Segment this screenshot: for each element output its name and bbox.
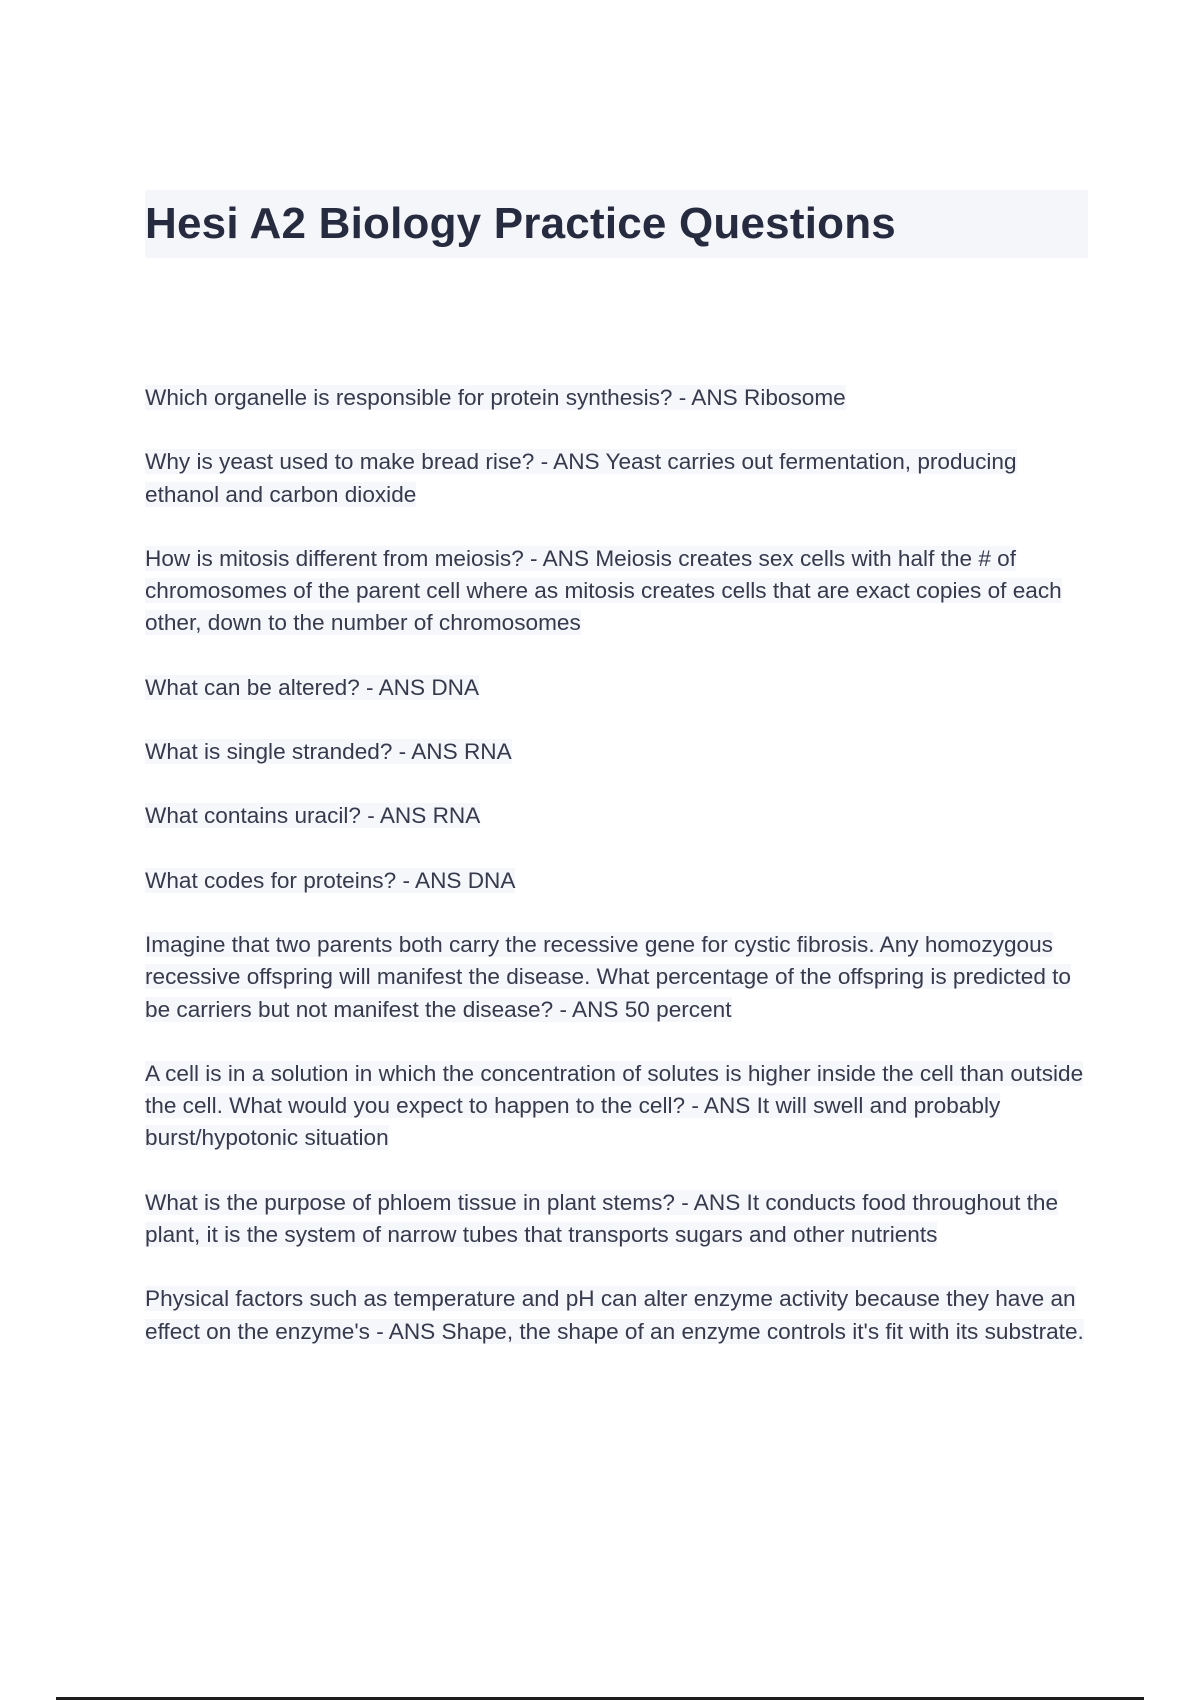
qa-item [145, 1283, 1095, 1348]
qa-item [145, 672, 1095, 704]
qa-item [145, 382, 1095, 414]
qa-text: What contains uracil? - ANS RNA [145, 803, 481, 829]
qa-text: What can be altered? - ANS DNA [145, 674, 480, 700]
qa-item [145, 543, 1095, 640]
qa-item [145, 929, 1095, 1026]
qa-item [145, 736, 1095, 768]
qa-text: What is the purpose of phloem tissue in plant stems? - ANS It conducts food throughout the plant, it is the system of narrow tubes that transports sugars and other nutrients [145, 1189, 1059, 1248]
qa-text: Why is yeast used to make bread rise? - ANS Yeast carries out fermentation, producing ethanol and carbon dioxide [145, 449, 1017, 507]
qa-text: Physical factors such as temperature and pH can alter enzyme activity because they have an effect on the enzyme's - ANS Shape, the shape of an enzyme controls it's fit with its substrate. [145, 1286, 1084, 1344]
qa-item [145, 446, 1095, 511]
qa-text: A cell is in a solution in which the concentration of solutes is higher inside the cell than outside the cell. What would you expect to happen to the cell? - ANS It will swell and probably burst/hypotonic situation [145, 1060, 1084, 1151]
qa-text: Imagine that two parents both carry the recessive gene for cystic fibrosis. Any homozygous recessive offspring will manifest the disease. What percentage of the offspring is predicted to be carriers but not manifest the disease? - ANS 50 percent [145, 931, 1072, 1022]
qa-list [145, 382, 1095, 1380]
qa-text: How is mitosis different from meiosis? - ANS Meiosis creates sex cells with half the # of chromosomes of the parent cell where as mitosis creates cells that are exact copies of each other, down to the number of chromosomes [145, 545, 1062, 636]
qa-text: What is single stranded? - ANS RNA [145, 739, 512, 765]
qa-text: Which organelle is responsible for protein synthesis? - ANS Ribosome [145, 385, 846, 410]
page-title: Hesi A2 Biology Practice Questions [145, 199, 896, 248]
qa-text: What codes for proteins? - ANS DNA [145, 867, 516, 893]
qa-item [145, 1058, 1095, 1155]
qa-item [145, 800, 1095, 832]
qa-item [145, 865, 1095, 897]
qa-item [145, 1187, 1095, 1252]
